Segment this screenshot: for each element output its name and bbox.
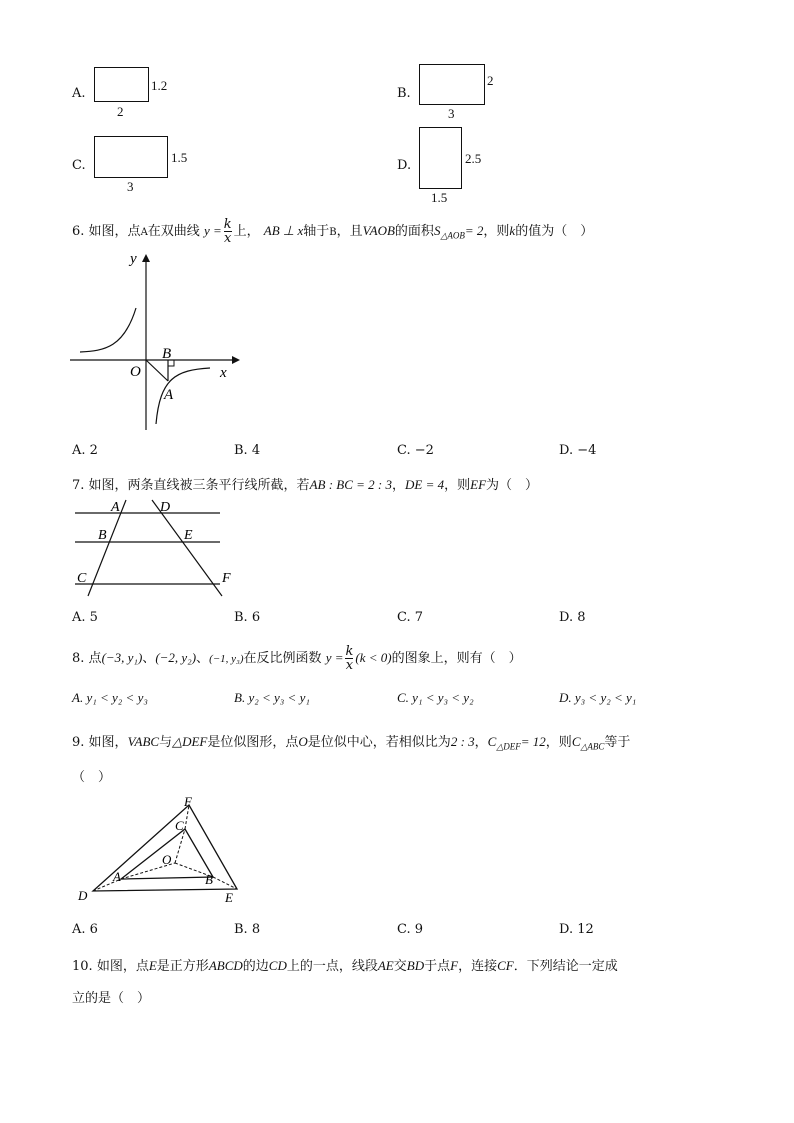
- rect-width-label: 2: [117, 104, 124, 119]
- text: 在反比例函数: [243, 651, 322, 666]
- equation: y =: [203, 223, 222, 238]
- point-e: E: [148, 958, 157, 973]
- option-a: A. y₁ < y₂ < y₃: [72, 690, 148, 705]
- point-b-label: B: [162, 346, 172, 362]
- text: 如图，点: [96, 959, 149, 974]
- text: 上的一点，线段: [286, 959, 378, 974]
- fraction: [345, 645, 353, 672]
- option-b: B. 4: [234, 443, 261, 458]
- y-axis-arrow: [142, 254, 150, 262]
- question-number: 6.: [72, 224, 85, 239]
- text: ，则: [545, 735, 572, 750]
- triangle-abc: VABC: [127, 734, 160, 749]
- option-letter: A.: [72, 86, 86, 101]
- question-9-text: [72, 731, 630, 753]
- rectangle-shape: [94, 67, 149, 102]
- label-f: F: [222, 571, 231, 586]
- de-expr: DE = 4: [405, 477, 445, 492]
- option-letter: C.: [72, 158, 86, 173]
- answer-parentheses: （ ）: [72, 770, 112, 785]
- square-abcd: ABCD: [208, 958, 243, 973]
- text: ，连接: [458, 959, 498, 974]
- option-d: D. 12: [559, 922, 594, 937]
- perimeter-subscript: △ABC: [580, 741, 605, 752]
- text: 的面积: [394, 224, 434, 239]
- point-label: A: [140, 227, 148, 238]
- triangle-name: VAOB: [362, 223, 395, 238]
- rect-height-label: 2.5: [465, 151, 482, 166]
- segment-cf: CF: [497, 958, 514, 973]
- text: 等于: [604, 735, 631, 750]
- text: ．下列结论一定成: [513, 959, 618, 974]
- variable-k: k: [509, 223, 516, 238]
- text: 于点: [424, 959, 451, 974]
- text: 轴于: [303, 224, 330, 239]
- condition: (k < 0): [355, 650, 392, 665]
- text: 点: [88, 651, 102, 666]
- point-3: (−1, y₃): [209, 653, 244, 665]
- option-letter: B.: [397, 86, 411, 101]
- text: ，: [392, 478, 406, 493]
- text: 是位似中心，若相似比为: [307, 735, 451, 750]
- origin-label: O: [130, 364, 141, 380]
- label-a: A: [113, 869, 121, 884]
- segment-bd: BD: [406, 958, 425, 973]
- text: 如图，: [88, 735, 128, 750]
- question-number: 9.: [72, 735, 85, 750]
- text: 如图，两条直线被三条平行线所截，若: [88, 478, 310, 493]
- separator: 、: [142, 651, 156, 666]
- option-a: A. 5: [72, 610, 98, 625]
- separator: 、: [196, 651, 210, 666]
- text: 在双曲线: [147, 224, 200, 239]
- text: ，则: [483, 224, 510, 239]
- fraction-numerator: k: [345, 644, 354, 659]
- question-7-text: [72, 474, 538, 493]
- area-symbol: S: [433, 223, 441, 238]
- text: 为（ ）: [486, 478, 539, 493]
- triangle-def: △DEF: [172, 734, 208, 749]
- y-label: y: [130, 251, 137, 267]
- equation: y =: [325, 650, 344, 665]
- rect-width-label: 1.5: [431, 190, 448, 205]
- point-label: B: [329, 227, 337, 238]
- option-c: C. 9: [397, 922, 424, 937]
- ratio: 2 : 3: [450, 734, 475, 749]
- segment-OA: [146, 360, 168, 381]
- fraction-numerator: k: [223, 217, 232, 232]
- option-d: D. −4: [559, 443, 597, 458]
- option-a: A. 2: [72, 443, 98, 458]
- question-8-text: [72, 645, 522, 672]
- option-c: C. −2: [397, 443, 434, 458]
- label-a: A: [111, 500, 120, 515]
- option-d: D. y₃ < y₂ < y₁: [559, 690, 637, 705]
- text: 是位似图形，点: [207, 735, 299, 750]
- q9-similar-triangles-figure: [75, 793, 245, 908]
- point-a-label: A: [164, 387, 174, 403]
- x-axis-arrow: [232, 356, 240, 364]
- point-2: (−2, y₂): [155, 650, 197, 665]
- question-6-text: [72, 218, 593, 245]
- question-number: 7.: [72, 478, 85, 493]
- label-d: D: [78, 888, 88, 903]
- label-d: D: [160, 500, 171, 515]
- text: ，则: [444, 478, 471, 493]
- dashed-OC: [175, 829, 185, 863]
- rect-width-label: 3: [127, 179, 134, 194]
- ef-expr: EF: [470, 477, 487, 492]
- question-number: 8.: [72, 651, 85, 666]
- fraction-denominator: x: [345, 658, 354, 673]
- rectangle-shape: [94, 136, 168, 178]
- text: 的边: [242, 959, 269, 974]
- rect-height-label: 1.5: [171, 150, 188, 165]
- x-label: x: [220, 365, 227, 381]
- q7-parallel-lines-figure: [70, 496, 240, 601]
- question-10-line-2: 立的是（ ）: [72, 991, 151, 1006]
- question-number: 10.: [72, 959, 93, 974]
- q6-hyperbola-figure: [60, 250, 250, 435]
- perpendicular-expr: AB ⊥ x: [263, 223, 304, 238]
- label-f: F: [184, 794, 192, 809]
- rectangle-shape: [419, 127, 462, 189]
- rect-width-label: 3: [448, 106, 455, 121]
- option-a: A. 6: [72, 922, 98, 937]
- segment-ae: AE: [377, 958, 394, 973]
- label-b: B: [205, 872, 213, 887]
- perimeter-symbol: C: [571, 734, 581, 749]
- text: 的图象上，则有（ ）: [391, 651, 522, 666]
- label-c: C: [77, 571, 87, 586]
- label-c: C: [175, 818, 184, 833]
- option-b: B. 8: [234, 922, 261, 937]
- text: ，: [474, 735, 488, 750]
- perimeter-symbol: C: [487, 734, 497, 749]
- option-b: B. 6: [234, 610, 261, 625]
- option-letter: D.: [397, 158, 412, 173]
- label-e: E: [184, 528, 193, 543]
- text: 交: [393, 959, 407, 974]
- label-b: B: [98, 528, 107, 543]
- text: 的值为（ ）: [515, 224, 594, 239]
- fraction: [224, 218, 232, 245]
- hyperbola-branch-upper: [80, 308, 136, 352]
- center-o: O: [298, 734, 308, 749]
- area-value: = 2: [464, 223, 484, 238]
- text: 上，: [233, 224, 260, 239]
- ratio-expr: AB : BC = 2 : 3: [309, 477, 392, 492]
- perimeter-value: = 12: [520, 734, 546, 749]
- text: ，且: [336, 224, 363, 239]
- option-c: C. 7: [397, 610, 424, 625]
- question-10-text: [72, 955, 618, 974]
- side-cd: CD: [268, 958, 287, 973]
- area-subscript: △AOB: [440, 230, 465, 241]
- text: 是正方形: [156, 959, 209, 974]
- text: 如图，点: [88, 224, 141, 239]
- rect-height-label: 1.2: [151, 78, 168, 93]
- point-f: F: [450, 958, 459, 973]
- perimeter-subscript: △DEF: [496, 741, 521, 752]
- text: 与: [159, 735, 173, 750]
- point-1: (−3, y₁): [101, 650, 143, 665]
- transversal-ACB: [88, 500, 126, 596]
- rect-height-label: 2: [487, 73, 494, 88]
- label-e: E: [225, 890, 233, 905]
- fraction-denominator: x: [224, 231, 232, 246]
- option-d: D. 8: [559, 610, 586, 625]
- option-c: C. y₁ < y₃ < y₂: [397, 690, 474, 705]
- option-b: B. y₂ < y₃ < y₁: [234, 690, 310, 705]
- label-o: O: [162, 852, 172, 867]
- rectangle-shape: [419, 64, 485, 105]
